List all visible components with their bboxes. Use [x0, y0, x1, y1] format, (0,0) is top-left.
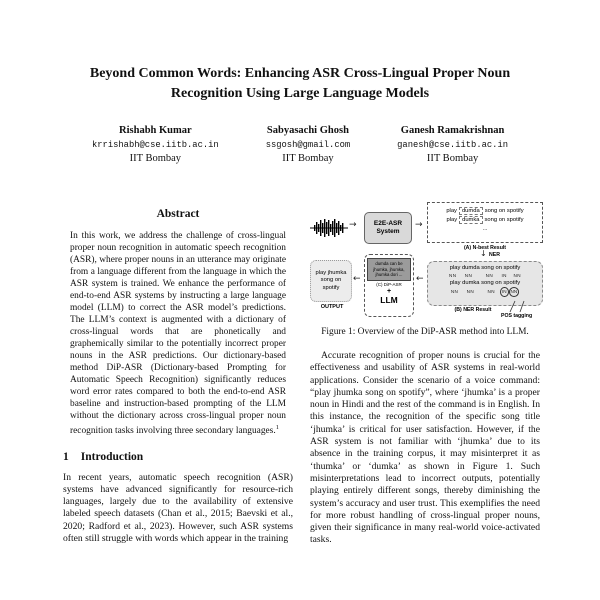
pos-tags-2-plain: NN NN NN [450, 289, 500, 294]
figure-1-caption: Figure 1: Overview of the DiP-ASR method into LLM. [321, 327, 529, 337]
section-1-title: Introduction [80, 451, 144, 464]
pos-tagging-label: POS tagging [501, 313, 533, 319]
ner-result-label: (B) NER Result [454, 307, 492, 313]
arrow-down-icon: ↓ [480, 249, 487, 258]
pos-tagging-connector-lines [506, 300, 528, 313]
body-columns [63, 202, 541, 547]
abstract-text [70, 230, 286, 437]
ner-arrow-label: NER [489, 252, 500, 258]
output-text: play jhumka song on spotify [315, 269, 347, 291]
nbest-word-dumka: dumka [459, 216, 482, 224]
introduction-paragraph: In recent years, automatic speech recognition (ASR) systems have advanced significantly for resource-rich languages, largely due to the availability of extensive labeled speech datasets (Chan et al., 2015; Baevski et al., 2020; Radford et al., 2023). However, such ASR systems often still struggle with words which appear in the training [63, 472, 293, 544]
audio-waveform-icon [310, 218, 348, 238]
pos-tags-row-2 [428, 287, 542, 297]
section-1-heading [63, 451, 293, 463]
nbest-line2 [428, 216, 542, 225]
pos-tag-circled-in: IN [500, 287, 509, 297]
ner-sentence-1: play dumda song on spotify [449, 265, 521, 271]
arrow-left-icon: ← [353, 274, 361, 284]
section-1-number: 1 [63, 451, 69, 464]
author-2-affiliation: IIT Bombay [282, 153, 334, 164]
arrow-right-icon: → [415, 220, 423, 230]
right-column-paragraph: Accurate recognition of proper nouns is crucial for the effectiveness and usability of ASR systems in real-world applications. Consider the scenario of a voice command: “play jhumka song on spotify”, where ‘jhumka’ is a proper noun in Hindi and the rest of the command is in English. In this instance, the recognition of the specific song title ‘jhumka’ is critical for user satisfaction. However, if the ASR system is not familiar with ‘jhumka’ due to its absence in the training corpus, it may misinterpret it as ‘thumka’ or ‘dumka’ as shown in Figure 1. Such misinterpretations lead to incorrect outputs, potentially playing entirely different songs, thereby diminishing the system’s accuracy and user trust. This exemplifies the need for more robust handling of cross-lingual proper nouns, given their significance in many real-world voice-activated tasks. [310, 350, 540, 546]
llm-label: LLM [380, 294, 398, 305]
author-2-name: Sabyasachi Ghosh [266, 125, 349, 136]
author-3-name: Ganesh Ramakrishnan [400, 125, 505, 136]
nbest-line1 [428, 207, 542, 216]
nbest-word-dumda: dumda [459, 207, 483, 215]
abstract-body: In this work, we address the challenge of cross-lingual proper noun recognition in automatic speech recognition (ASR), where proper nouns in an utterance may originate from a language different from the language in which the ASR system is trained. We enhance the performance of end-to-end ASR systems by instructing a large language model (LLM) to correct the ASR model’s predictions. The LLM’s context is augmented with a dictionary of cross-lingual words that are phonetically and graphemically similar to the potentially incorrect proper nouns in the ASR predictions. Our dictionary-based method DiP-ASR (Dictionary-based Prompting for Automatic Speech Recognition) significantly reduces word error rates compared to both the end-to-end ASR baseline and instruction-based prompting of the LLM without the dictionary across cross-lingual proper noun recognition tasks involving three secondary languages. [70, 231, 286, 437]
e2e-asr-system-box [364, 212, 412, 244]
nbest-line2-post: song on spotify [484, 217, 524, 223]
asr-box-line1: E2E-ASR [373, 220, 403, 227]
author-1-affiliation: IIT Bombay [129, 153, 182, 164]
paper-title-line1: Beyond Common Words: Enhancing ASR Cross-Lingual Proper Noun [89, 66, 511, 81]
footnote-marker: 1 [275, 424, 279, 431]
author-2 [266, 124, 350, 166]
ner-sentence-2: play dumka song on spotify [449, 280, 521, 286]
paper-title-line2: Recognition Using Large Language Models [170, 86, 430, 101]
author-1 [92, 124, 219, 166]
author-block [92, 124, 508, 166]
pos-tags-row-1: NN NN NN IN NN [448, 273, 521, 278]
right-column [310, 202, 540, 547]
nbest-result-label: (A) N-best Result [463, 245, 507, 251]
pos-tag-circled-nn: NN [509, 287, 520, 297]
author-1-email: krrishabh@cse.iitb.ac.in [92, 140, 219, 150]
nbest-line2-pre: play [446, 217, 458, 223]
dip-asr-label: (C) DiP-ASR [376, 281, 402, 287]
author-3-email: ganesh@cse.iitb.ac.in [397, 140, 508, 150]
author-3-affiliation: IIT Bombay [426, 153, 479, 164]
plus-sign: + [386, 287, 392, 295]
author-2-email: ssgosh@gmail.com [265, 140, 351, 150]
dictionary-prompt-box: dumda can be jhumka, jhumka, jhumka dori ... [367, 258, 411, 281]
nbest-ellipsis: ... [482, 226, 488, 232]
arrow-right-icon: → [349, 220, 357, 230]
paper-title [40, 64, 560, 104]
abstract-heading: Abstract [156, 208, 200, 220]
nbest-result-box [427, 202, 543, 243]
author-1-name: Rishabh Kumar [119, 125, 192, 136]
output-box [310, 260, 352, 302]
nbest-line1-post: song on spotify [484, 208, 524, 214]
nbest-line1-pre: play [446, 208, 457, 214]
asr-box-line2: System [376, 228, 400, 235]
left-column [63, 202, 293, 547]
arrow-left-icon: ← [416, 274, 424, 284]
author-3 [397, 124, 508, 166]
output-label: OUTPUT [320, 304, 344, 310]
dip-asr-llm-box [364, 254, 414, 317]
figure-1-diagram [310, 202, 545, 320]
